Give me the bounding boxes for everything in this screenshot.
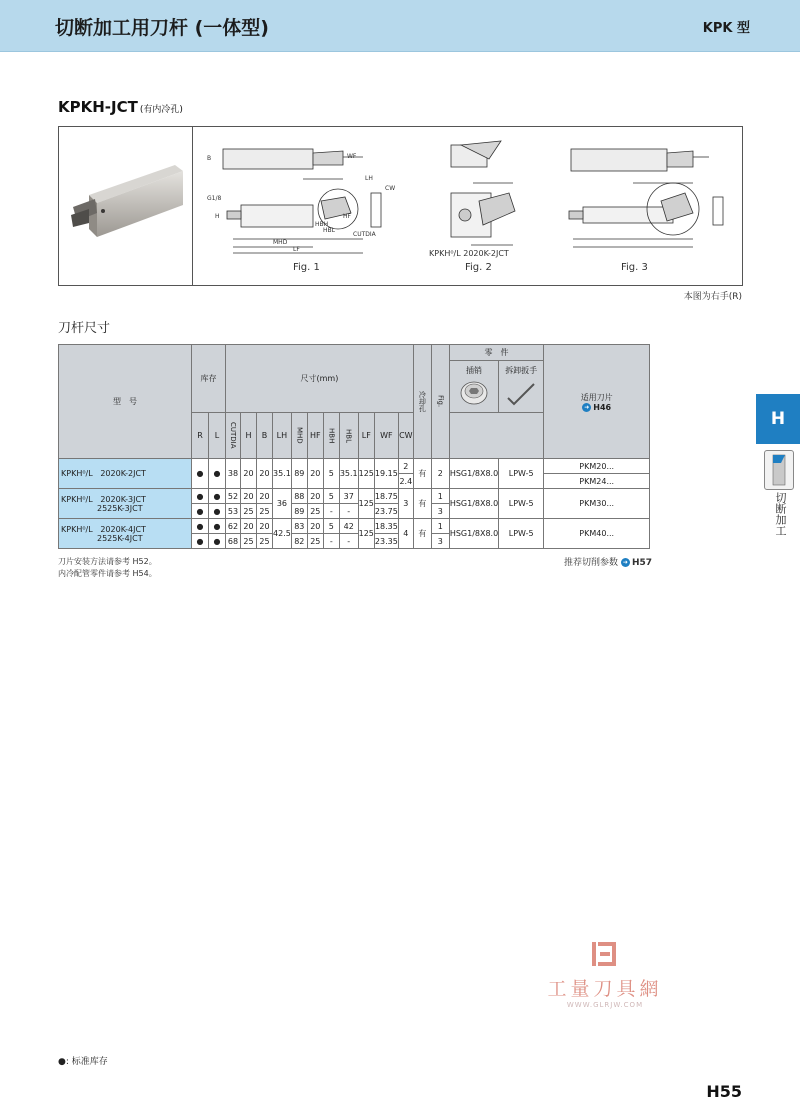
cell-hf: 20 bbox=[307, 489, 323, 504]
col-mhd: MHD bbox=[291, 413, 307, 459]
header-insert-ref: H46 bbox=[593, 402, 612, 412]
col-cutdia: CUTDIA bbox=[226, 413, 241, 459]
cell-hbl: - bbox=[339, 504, 358, 519]
dim-lf: LF bbox=[293, 246, 300, 253]
model-code: 2525K-3JCT bbox=[97, 503, 143, 513]
cell-wrench: LPW-5 bbox=[499, 519, 544, 549]
cell-b: 20 bbox=[257, 459, 273, 489]
footnote-install: 刀片安装方法请参考 H52。 bbox=[58, 557, 157, 566]
holder-photo-icon bbox=[67, 155, 185, 255]
model-prefix: KPKH⁰/L bbox=[61, 494, 93, 504]
dim-cutdia: CUTDIA bbox=[353, 231, 376, 238]
header-insert-label: 适用刀片 bbox=[580, 392, 613, 402]
cell-hf: 20 bbox=[307, 459, 323, 489]
product-photo bbox=[59, 127, 193, 285]
cell-lf: 125 bbox=[358, 459, 374, 489]
model-code: 2525K-4JCT bbox=[97, 533, 143, 543]
cell-hbl: 42 bbox=[339, 519, 358, 534]
dim-hbl: HBL bbox=[323, 227, 335, 234]
model-name: KPKH-JCT bbox=[58, 98, 138, 116]
cell-h: 25 bbox=[241, 534, 257, 549]
header-screw bbox=[449, 361, 498, 413]
cell-insert: PKM20... bbox=[544, 459, 650, 474]
header-insert bbox=[544, 345, 650, 459]
wrench-icon bbox=[504, 380, 538, 406]
col-wf: WF bbox=[374, 413, 398, 459]
page-title: 切断加工用刀杆 (一体型) bbox=[55, 17, 269, 39]
cell-mhd: 89 bbox=[291, 459, 307, 489]
cell-coolant: 有 bbox=[413, 459, 431, 489]
fig3-label: Fig. 3 bbox=[621, 262, 648, 273]
cell-hbh: - bbox=[323, 534, 339, 549]
col-hf: HF bbox=[307, 413, 323, 459]
cell-lf: 125 bbox=[358, 519, 374, 549]
fig1-label: Fig. 1 bbox=[293, 262, 320, 273]
cell-hbl: 37 bbox=[339, 489, 358, 504]
stock-legend: ●: 标准库存 bbox=[58, 1057, 108, 1067]
cell-fig: 3 bbox=[431, 504, 449, 519]
section-tab-h[interactable]: H bbox=[756, 394, 800, 444]
cell-insert: PKM24... bbox=[544, 474, 650, 489]
cell-hf: 20 bbox=[307, 519, 323, 534]
cell-lh: 36 bbox=[273, 489, 292, 519]
cell-b: 25 bbox=[257, 504, 273, 519]
model-code: 2020K-4JCT bbox=[100, 524, 146, 534]
dim-b: B bbox=[207, 155, 212, 162]
watermark-logo-icon bbox=[590, 940, 620, 968]
model-code: 2020K-2JCT bbox=[100, 469, 146, 478]
cell-hbl: 35.1 bbox=[339, 459, 358, 489]
arrow-right-icon: ➜ bbox=[622, 559, 628, 566]
cell-lh: 42.5 bbox=[273, 519, 292, 549]
cell-hbh: 5 bbox=[323, 489, 339, 504]
col-l: L bbox=[209, 413, 226, 459]
dim-mhd: MHD bbox=[273, 239, 288, 246]
dim-wf: WF bbox=[347, 153, 357, 160]
cell-cutdia: 52 bbox=[226, 489, 241, 504]
stock-l: ● bbox=[209, 534, 226, 549]
cutting-params-ref: H57 bbox=[631, 558, 652, 568]
col-hbl: HBL bbox=[339, 413, 358, 459]
cell-b: 20 bbox=[257, 489, 273, 504]
dim-cw: CW bbox=[385, 185, 396, 192]
model-prefix: KPKH⁰/L bbox=[61, 524, 93, 534]
cell-hbh: 5 bbox=[323, 459, 339, 489]
table-row-model bbox=[59, 519, 192, 549]
fig2-label: Fig. 2 bbox=[465, 262, 492, 273]
cell-wf: 23.35 bbox=[374, 534, 398, 549]
technical-drawings bbox=[193, 127, 743, 285]
cell-b: 25 bbox=[257, 534, 273, 549]
model-heading bbox=[58, 98, 183, 116]
side-section-label: 切断加工 bbox=[774, 492, 787, 536]
arrow-right-icon: ➜ bbox=[584, 403, 590, 411]
cell-cw: 2 bbox=[398, 459, 413, 474]
cell-fig: 3 bbox=[431, 534, 449, 549]
stock-r: ● bbox=[192, 504, 209, 519]
cell-coolant: 有 bbox=[413, 489, 431, 519]
table-row-model bbox=[59, 489, 192, 519]
dim-hbh: HBH bbox=[315, 221, 329, 228]
col-cw: CW bbox=[398, 413, 413, 459]
watermark-url: WWW.GLRJW.COM bbox=[566, 1001, 644, 1009]
header-wrench bbox=[499, 361, 544, 413]
cell-mhd: 88 bbox=[291, 489, 307, 504]
cell-cutdia: 62 bbox=[226, 519, 241, 534]
spec-table bbox=[58, 344, 650, 549]
cell-hbh: 5 bbox=[323, 519, 339, 534]
cell-wf: 19.15 bbox=[374, 459, 398, 489]
cell-insert: PKM40... bbox=[544, 519, 650, 549]
col-hbh: HBH bbox=[323, 413, 339, 459]
stock-r: ● bbox=[192, 459, 209, 489]
watermark bbox=[540, 940, 670, 1009]
header-screw-label: 插销 bbox=[466, 366, 482, 375]
dim-h: H bbox=[215, 213, 220, 220]
col-b: B bbox=[257, 413, 273, 459]
cell-hbl: - bbox=[339, 534, 358, 549]
cell-lh: 35.1 bbox=[273, 459, 292, 489]
parting-tool-icon bbox=[764, 450, 794, 490]
cell-insert: PKM30... bbox=[544, 489, 650, 519]
stock-l: ● bbox=[209, 504, 226, 519]
cell-mhd: 82 bbox=[291, 534, 307, 549]
cell-wf: 23.75 bbox=[374, 504, 398, 519]
cell-h: 20 bbox=[241, 519, 257, 534]
cell-lf: 125 bbox=[358, 489, 374, 519]
series-label: KPK 型 bbox=[702, 21, 750, 36]
stock-l: ● bbox=[209, 489, 226, 504]
cell-hf: 25 bbox=[307, 534, 323, 549]
col-lf: LF bbox=[358, 413, 374, 459]
col-lh: LH bbox=[273, 413, 292, 459]
screw-icon bbox=[457, 380, 491, 406]
footnotes bbox=[58, 556, 157, 580]
watermark-name: 工量刀具網 bbox=[547, 978, 663, 1000]
cell-fig: 1 bbox=[431, 489, 449, 504]
cell-wrench: LPW-5 bbox=[499, 489, 544, 519]
dim-g18: G1/8 bbox=[207, 195, 222, 202]
cell-cw: 2.4 bbox=[398, 474, 413, 489]
page-header bbox=[0, 0, 800, 52]
stock-r: ● bbox=[192, 534, 209, 549]
cell-h: 25 bbox=[241, 504, 257, 519]
cell-fig: 2 bbox=[431, 459, 449, 489]
header-coolant: 冷却孔 bbox=[413, 345, 431, 459]
header-fig: Fig. bbox=[431, 345, 449, 459]
cutting-params-link[interactable] bbox=[564, 555, 652, 568]
page-number: H55 bbox=[706, 1082, 742, 1101]
dim-lh: LH bbox=[365, 175, 373, 182]
stock-r: ● bbox=[192, 489, 209, 504]
cell-wrench: LPW-5 bbox=[499, 459, 544, 489]
cell-mhd: 83 bbox=[291, 519, 307, 534]
right-hand-note: 本图为右手(R) bbox=[683, 292, 742, 302]
cell-screw: HSG1/8X8.0 bbox=[449, 459, 498, 489]
fig2-caption: KPKH⁰/L 2020K-2JCT bbox=[429, 249, 509, 258]
figure-box bbox=[58, 126, 743, 286]
cell-cw: 3 bbox=[398, 489, 413, 519]
stock-l: ● bbox=[209, 519, 226, 534]
cell-coolant: 有 bbox=[413, 519, 431, 549]
cell-cutdia: 68 bbox=[226, 534, 241, 549]
stock-r: ● bbox=[192, 519, 209, 534]
cell-fig: 1 bbox=[431, 519, 449, 534]
col-h: H bbox=[241, 413, 257, 459]
model-note: (有内冷孔) bbox=[139, 105, 183, 115]
cell-wf: 18.35 bbox=[374, 519, 398, 534]
section-title: 刀杆尺寸 bbox=[58, 321, 111, 336]
stock-l: ● bbox=[209, 459, 226, 489]
header-model: 型 号 bbox=[59, 345, 192, 459]
model-code: 2020K-3JCT bbox=[100, 494, 146, 504]
cell-cutdia: 38 bbox=[226, 459, 241, 489]
cell-screw: HSG1/8X8.0 bbox=[449, 519, 498, 549]
cell-wf: 18.75 bbox=[374, 489, 398, 504]
cutting-params-label: 推荐切削参数 bbox=[564, 558, 619, 568]
dim-hf: HF bbox=[343, 213, 351, 220]
cell-mhd: 89 bbox=[291, 504, 307, 519]
footnote-coolant: 内冷配管零件请参考 H54。 bbox=[58, 569, 157, 578]
cell-h: 20 bbox=[241, 459, 257, 489]
header-stock: 库存 bbox=[192, 345, 226, 413]
header-parts-spacer bbox=[449, 413, 543, 459]
cell-hbh: - bbox=[323, 504, 339, 519]
header-dims: 尺寸(mm) bbox=[226, 345, 414, 413]
col-r: R bbox=[192, 413, 209, 459]
cell-hf: 25 bbox=[307, 504, 323, 519]
model-prefix: KPKH⁰/L bbox=[61, 469, 93, 478]
cell-b: 20 bbox=[257, 519, 273, 534]
cell-cw: 4 bbox=[398, 519, 413, 549]
cell-screw: HSG1/8X8.0 bbox=[449, 489, 498, 519]
cell-cutdia: 53 bbox=[226, 504, 241, 519]
cell-h: 20 bbox=[241, 489, 257, 504]
header-wrench-label: 拆卸扳手 bbox=[505, 366, 538, 375]
header-parts: 零 件 bbox=[449, 345, 543, 361]
table-row-model bbox=[59, 459, 192, 489]
